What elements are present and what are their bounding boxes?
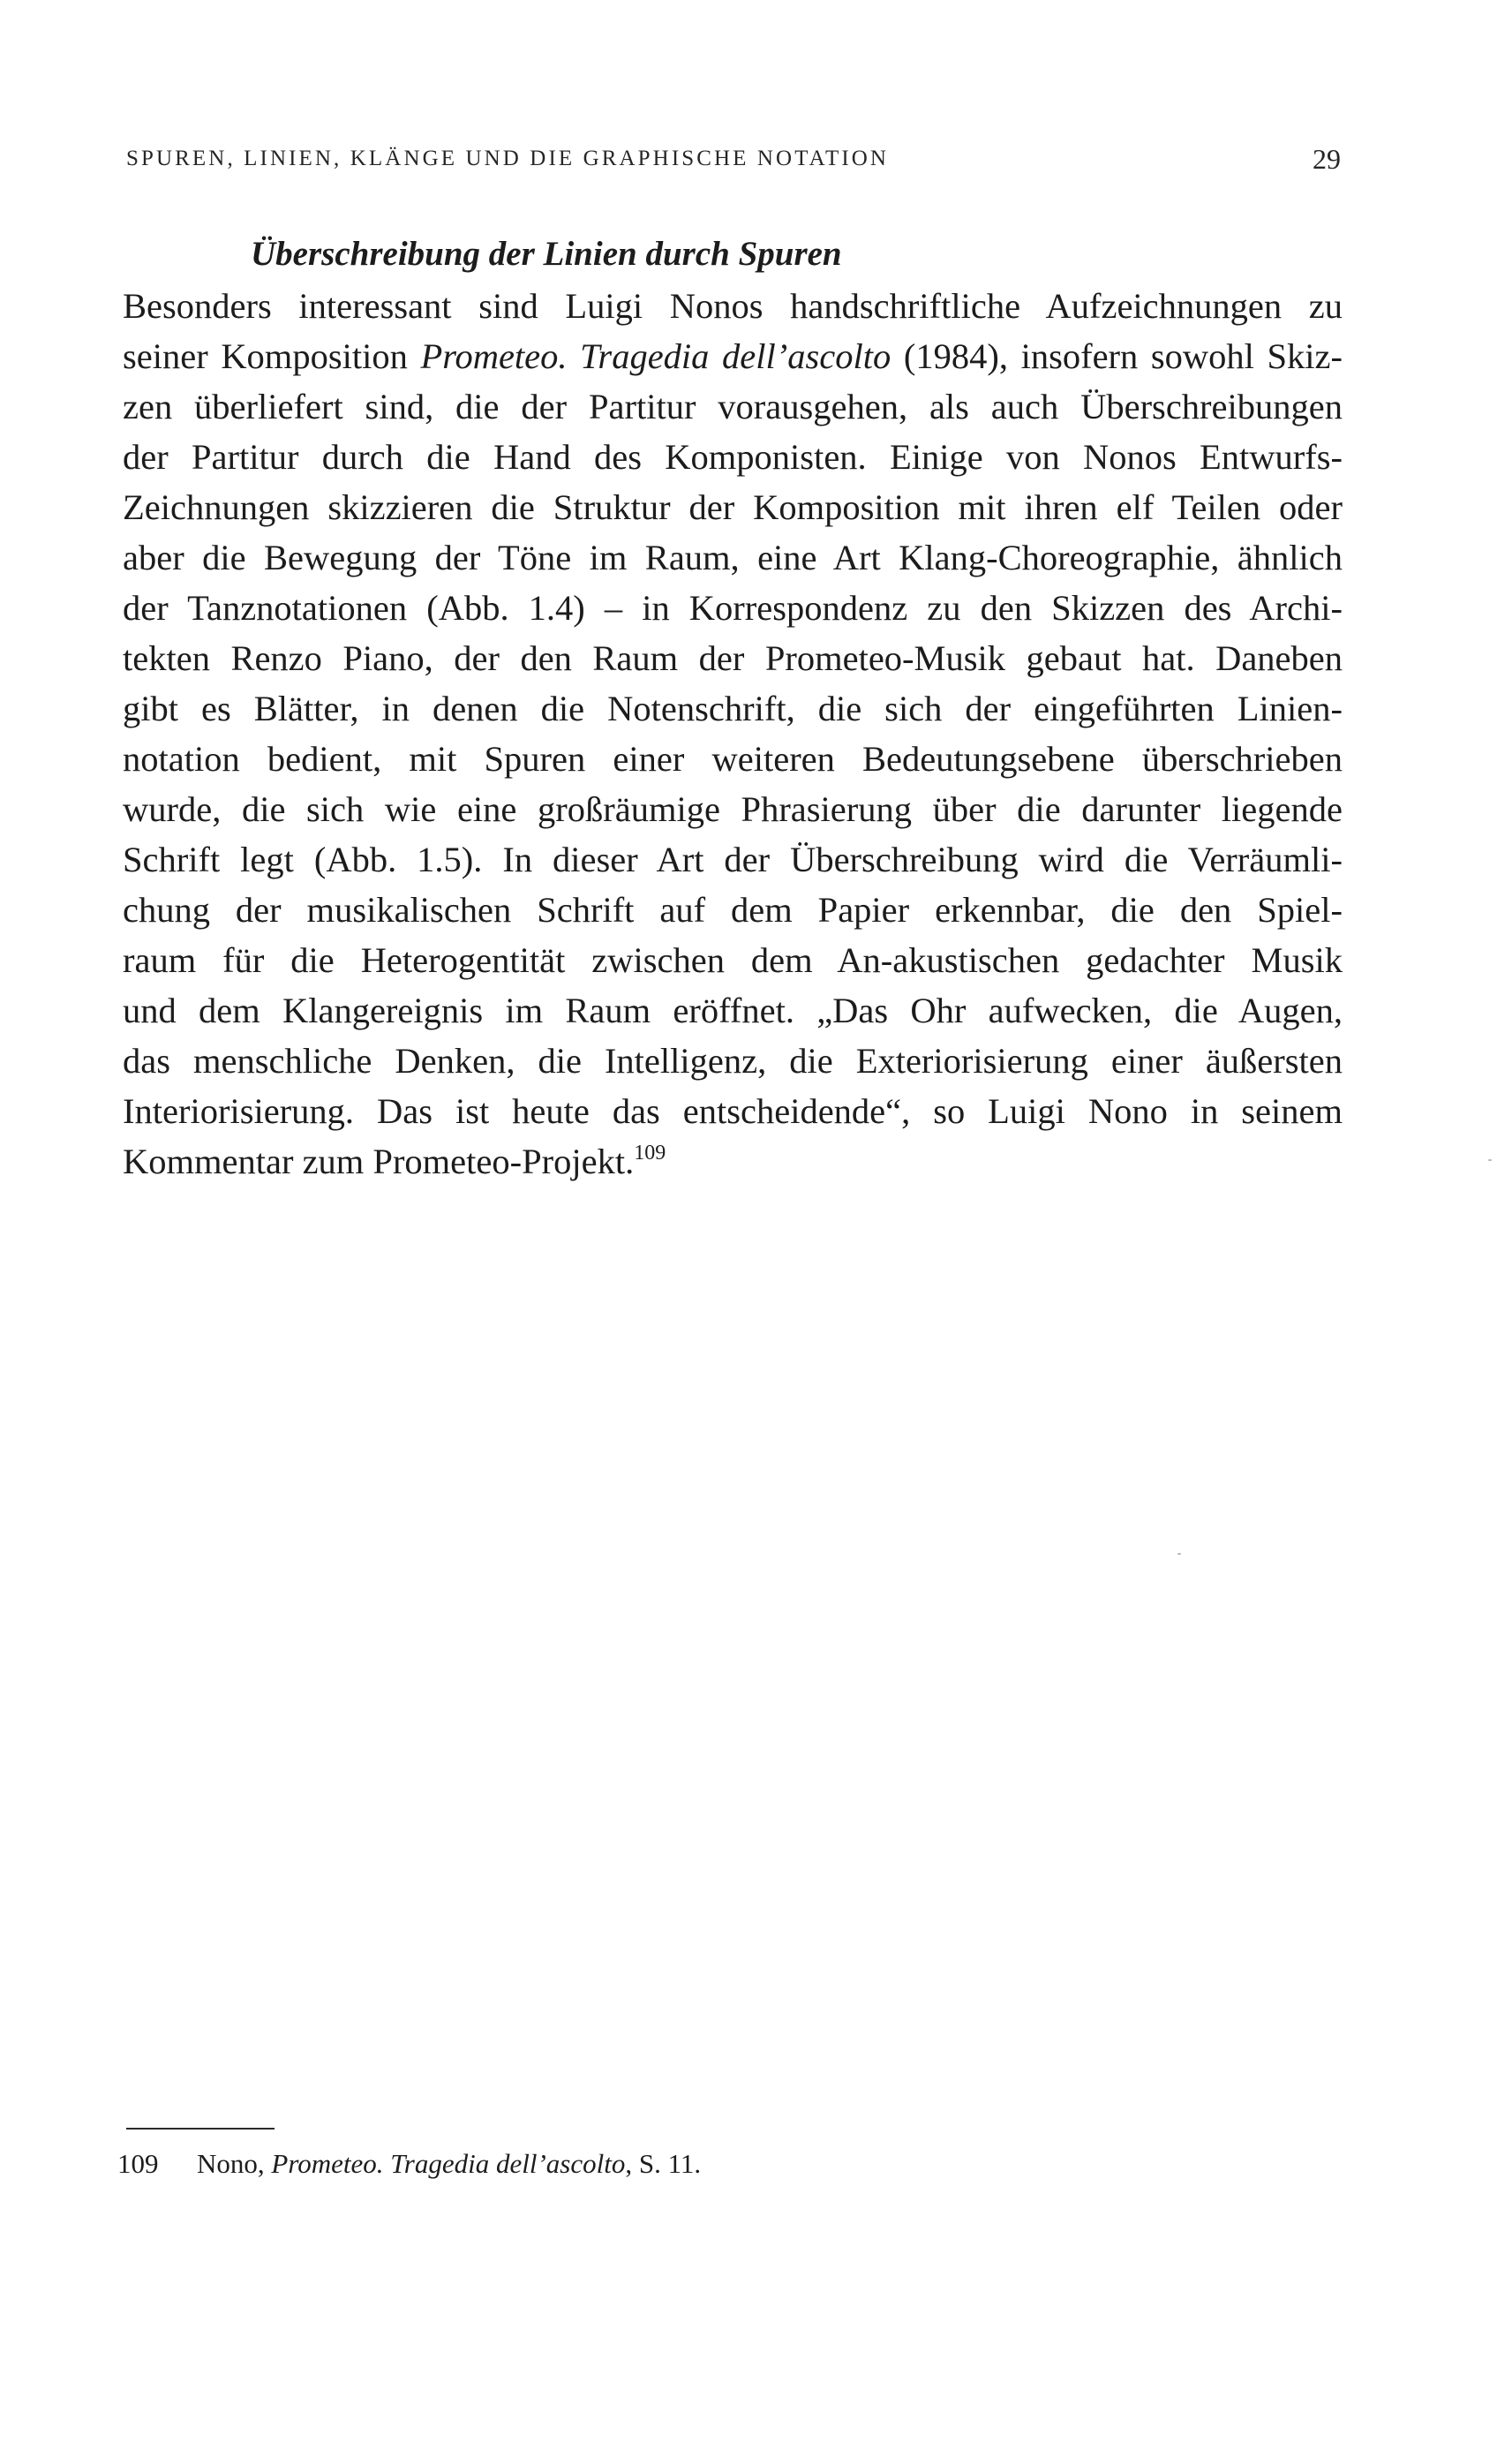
- body-line: das menschliche Denken, die Intelligenz, die Exteriorisierung einer äußersten: [123, 1041, 1343, 1081]
- body-line: und dem Klangereignis im Raum eröffnet. „Das Ohr aufwecken, die Augen,: [123, 991, 1343, 1030]
- body-line: tekten Renzo Piano, der den Raum der Prometeo-Musik gebaut hat. Daneben: [123, 638, 1343, 678]
- body-paragraph: [123, 281, 1343, 1187]
- body-line: aber die Bewegung der Töne im Raum, eine Art Klang-Choreographie, ähnlich: [123, 538, 1343, 577]
- body-line: chung der musikalischen Schrift auf dem Papier erkennbar, die den Spiel-: [123, 890, 1343, 930]
- footnote-work-title: Prometeo. Tragedia dell’ascolto: [271, 2148, 626, 2179]
- body-line: notation bedient, mit Spuren einer weiteren Bedeutungsebene überschrieben: [123, 739, 1343, 779]
- body-line: der Tanznotationen (Abb. 1.4) – in Korrespondenz zu den Skizzen des Archi-: [123, 588, 1343, 628]
- scan-speck: [1177, 1553, 1181, 1555]
- footnote-text: , S. 11.: [625, 2148, 702, 2179]
- body-line: Schrift legt (Abb. 1.5). In dieser Art der Überschreibung wird die Verräumli-: [123, 840, 1343, 879]
- section-title: Überschreibung der Linien durch Spuren: [251, 235, 842, 273]
- footnote-text: Nono,: [197, 2148, 272, 2179]
- footnote-number: 109: [117, 2148, 159, 2179]
- body-line: Interiorisierung. Das ist heute das entscheidende“, so Luigi Nono in seinem: [123, 1091, 1343, 1131]
- body-line: raum für die Heterogentität zwischen dem An-akustischen gedachter Musik: [123, 940, 1343, 980]
- body-line: [123, 1136, 1343, 1187]
- scan-speck: [1488, 1159, 1492, 1161]
- body-line: zen überliefert sind, die der Partitur vorausgehen, als auch Überschreibungen: [123, 387, 1343, 426]
- body-line: gibt es Blätter, in denen die Notenschrift, die sich der eingeführten Linien-: [123, 689, 1343, 728]
- body-line: Besonders interessant sind Luigi Nonos handschriftliche Aufzeichnungen zu: [123, 286, 1343, 326]
- work-title-italic: Prometeo. Tragedia dell’ascolto: [420, 336, 891, 376]
- text-run: Kommentar zum Prometeo-Projekt.: [123, 1142, 635, 1181]
- body-line: [123, 331, 1343, 381]
- text-run: (1984), insofern sowohl Skiz-: [891, 336, 1343, 376]
- body-line: der Partitur durch die Hand des Komponisten. Einige von Nonos Entwurfs-: [123, 437, 1343, 477]
- body-line: wurde, die sich wie eine großräumige Phrasierung über die darunter liegende: [123, 789, 1343, 829]
- footnote-reference[interactable]: 109: [634, 1142, 666, 1165]
- text-run: seiner Komposition: [123, 336, 421, 376]
- running-head: SPUREN, LINIEN, KLÄNGE UND DIE GRAPHISCHE NOTATION: [126, 147, 890, 170]
- footnote: [117, 2148, 701, 2180]
- body-line: Zeichnungen skizzieren die Struktur der Komposition mit ihren elf Teilen oder: [123, 487, 1343, 527]
- footnote-separator: [126, 2128, 275, 2130]
- page-number: 29: [1313, 143, 1341, 175]
